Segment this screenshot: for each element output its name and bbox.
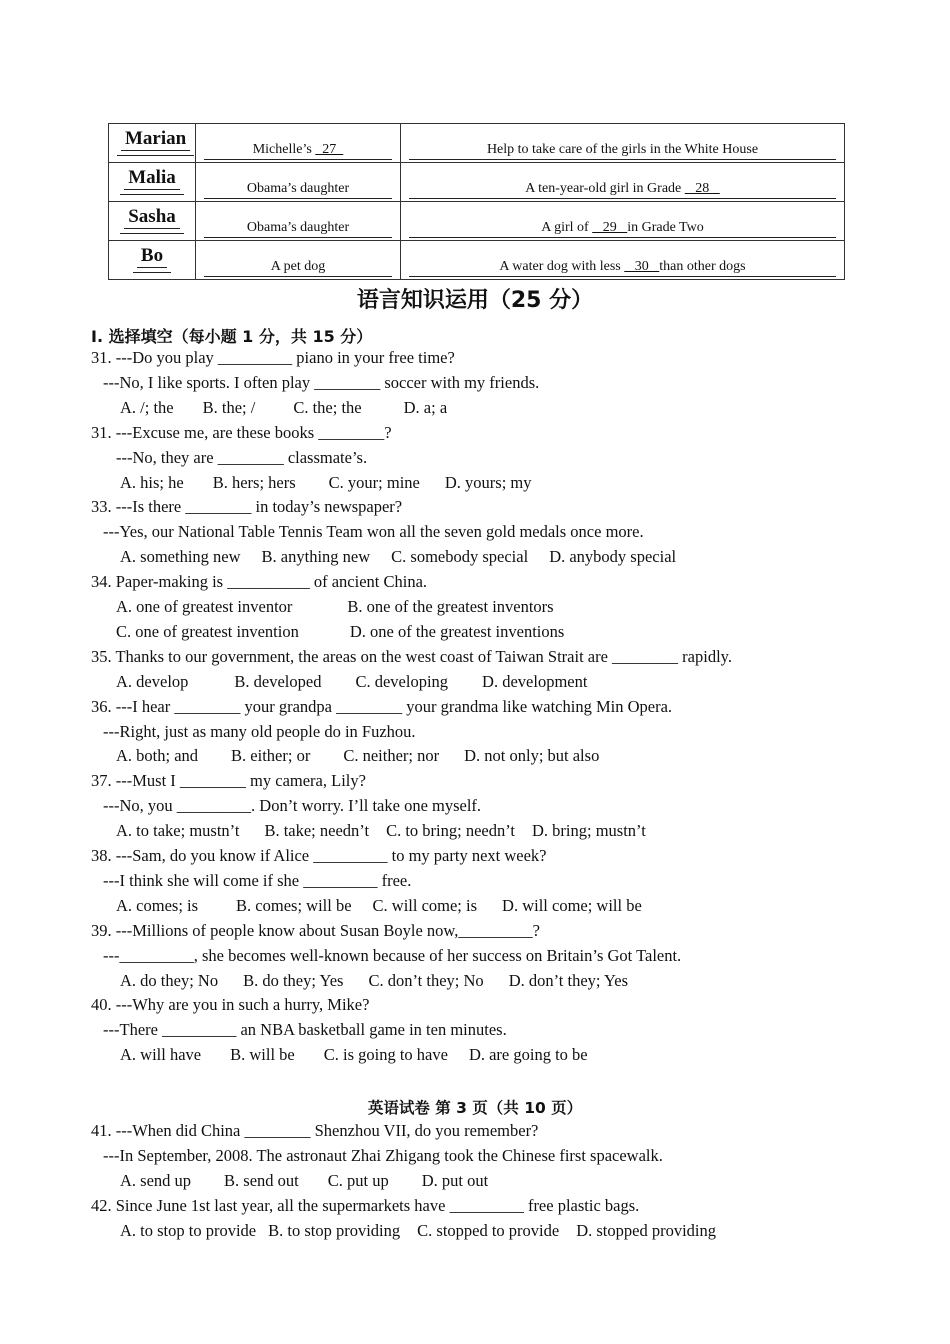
answer-option[interactable]: C. the; the — [293, 397, 362, 417]
question-line: 37. ---Must I ________ my camera, Lily? — [91, 771, 366, 791]
relation-cell: Obama’s daughter — [196, 163, 401, 202]
question-line: 34. Paper-making is __________ of ancient China. — [91, 572, 428, 592]
answer-option[interactable]: B. anything new — [261, 547, 371, 567]
option-line — [116, 746, 599, 766]
option-line — [120, 1221, 716, 1241]
description-cell: A ten-year-old girl in Grade 28 — [401, 163, 845, 202]
answer-option[interactable]: C. one of greatest invention — [116, 621, 299, 641]
answer-option[interactable]: B. comes; will be — [236, 895, 352, 915]
answer-option[interactable]: B. will be — [230, 1045, 295, 1065]
answer-option[interactable]: D. are going to be — [468, 1045, 588, 1065]
answer-option[interactable]: A. comes; is — [116, 895, 199, 915]
question-line: ---There _________ an NBA basketball game in ten minutes. — [103, 1020, 507, 1040]
option-line — [116, 597, 554, 617]
answer-option[interactable]: A. do they; No — [120, 970, 219, 990]
answer-option[interactable]: B. developed — [234, 671, 322, 691]
answer-option[interactable]: A. to take; mustn’t — [116, 821, 240, 841]
answer-option[interactable]: D. will come; will be — [502, 895, 642, 915]
answer-option[interactable]: C. your; mine — [328, 472, 420, 492]
relation-cell: Michelle’s 27 — [196, 124, 401, 163]
question-line: 41. ---When did China ________ Shenzhou VII, do you remember? — [91, 1121, 539, 1140]
answer-option[interactable]: B. one of the greatest inventors — [347, 597, 554, 616]
answer-option[interactable]: A. develop — [116, 671, 189, 691]
table-row — [109, 202, 845, 241]
answer-option[interactable]: A. to stop to provide — [120, 1220, 257, 1240]
answer-option[interactable]: D. one of the greatest inventions — [349, 621, 565, 641]
answer-option[interactable]: C. don’t they; No — [368, 970, 484, 990]
answer-option[interactable]: B. to stop providing — [268, 1220, 401, 1240]
answer-option[interactable]: C. is going to have — [323, 1045, 448, 1065]
answer-option[interactable]: D. development — [482, 671, 588, 691]
name-cell: Bo — [109, 241, 196, 280]
question-line: 33. ---Is there ________ in today’s newspaper? — [91, 497, 403, 517]
answer-option[interactable]: C. to bring; needn’t — [386, 821, 515, 841]
question-line: ---No, they are ________ classmate’s. — [116, 447, 368, 467]
question-line: ---_________, she becomes well-known because of her success on Britain’s Got Talent. — [103, 945, 682, 965]
option-line — [120, 971, 628, 991]
table-row — [109, 124, 845, 163]
subsection-title: I. 选择填空（每小题 1 分，共 15 分） — [91, 327, 373, 346]
answer-option[interactable]: B. hers; hers — [212, 472, 296, 492]
answer-option[interactable]: D. not only; but also — [464, 746, 600, 766]
answer-option[interactable]: A. both; and — [116, 746, 199, 766]
answer-option[interactable]: D. don’t they; Yes — [508, 970, 629, 990]
option-line — [120, 398, 447, 418]
answer-option[interactable]: A. send up — [120, 1170, 192, 1190]
answer-option[interactable]: A. will have — [120, 1045, 202, 1065]
answer-option[interactable]: A. /; the — [120, 397, 174, 417]
question-line: ---No, I like sports. I often play ________ soccer with my friends. — [103, 372, 540, 392]
answer-option[interactable]: D. yours; my — [444, 472, 532, 492]
question-line: 42. Since June 1st last year, all the supermarkets have _________ free plastic bags. — [91, 1195, 640, 1215]
question-line: ---In September, 2008. The astronaut Zhai Zhigang took the Chinese first spacewalk. — [103, 1145, 663, 1165]
table-row — [109, 241, 845, 280]
question-line: 40. ---Why are you in such a hurry, Mike? — [91, 995, 370, 1015]
section-title: 语言知识运用（25 分） — [356, 288, 594, 313]
option-line — [116, 896, 642, 916]
name-cell: Sasha — [109, 202, 196, 241]
answer-option[interactable]: B. do they; Yes — [243, 970, 344, 990]
answer-option[interactable]: C. somebody special — [391, 547, 529, 567]
answer-option[interactable]: D. put out — [421, 1170, 489, 1190]
answer-option[interactable]: D. a; a — [403, 397, 448, 417]
answer-option[interactable]: A. something new — [120, 547, 241, 567]
answer-option[interactable]: C. stopped to provide — [417, 1220, 560, 1240]
answer-option[interactable]: B. take; needn’t — [264, 821, 370, 841]
relation-cell: A pet dog — [196, 241, 401, 280]
question-line: ---I think she will come if she _________ free. — [103, 870, 412, 890]
option-line — [116, 622, 564, 642]
answer-option[interactable]: A. his; he — [120, 472, 184, 492]
answer-option[interactable]: C. put up — [327, 1170, 389, 1190]
answer-option[interactable]: C. will come; is — [372, 895, 478, 915]
question-line: 36. ---I hear ________ your grandpa ________ your grandma like watching Min Opera. — [91, 696, 673, 716]
question-line: ---No, you _________. Don’t worry. I’ll take one myself. — [103, 796, 482, 816]
info-table — [108, 123, 845, 280]
question-line: ---Yes, our National Table Tennis Team won all the seven gold medals once more. — [103, 522, 644, 542]
option-line — [120, 473, 532, 493]
option-line — [116, 821, 646, 841]
option-line — [120, 547, 676, 567]
option-line — [116, 672, 587, 692]
question-line: 35. Thanks to our government, the areas on the west coast of Taiwan Strait are ________ rapidly. — [91, 646, 732, 666]
page-footer: 英语试卷 第 3 页（共 10 页） — [367, 1099, 583, 1117]
table-row — [109, 163, 845, 202]
answer-option[interactable]: C. developing — [355, 671, 449, 691]
option-line — [120, 1171, 488, 1191]
question-line: 31. ---Do you play _________ piano in your free time? — [91, 348, 455, 367]
answer-option[interactable]: D. anybody special — [549, 547, 677, 567]
question-line: ---Right, just as many old people do in Fuzhou. — [103, 721, 416, 741]
answer-option[interactable]: B. send out — [224, 1170, 299, 1190]
option-line — [120, 1045, 588, 1065]
relation-cell: Obama’s daughter — [196, 202, 401, 241]
description-cell: A water dog with less 30 than other dogs — [401, 241, 845, 280]
name-cell: Malia — [109, 163, 196, 202]
question-line: 39. ---Millions of people know about Susan Boyle now,_________? — [91, 920, 540, 940]
answer-option[interactable]: B. the; / — [202, 397, 256, 417]
description-cell: Help to take care of the girls in the White House — [401, 124, 845, 163]
answer-option[interactable]: A. one of greatest inventor — [116, 597, 293, 616]
answer-option[interactable]: D. stopped providing — [576, 1220, 717, 1240]
name-cell: Marian — [109, 124, 196, 163]
question-line: 38. ---Sam, do you know if Alice _________ to my party next week? — [91, 846, 547, 865]
description-cell: A girl of 29 in Grade Two — [401, 202, 845, 241]
answer-option[interactable]: D. bring; mustn’t — [532, 821, 646, 841]
question-line: 31. ---Excuse me, are these books ________? — [91, 422, 392, 442]
answer-option[interactable]: C. neither; nor — [343, 746, 440, 766]
answer-option[interactable]: B. either; or — [231, 746, 311, 766]
